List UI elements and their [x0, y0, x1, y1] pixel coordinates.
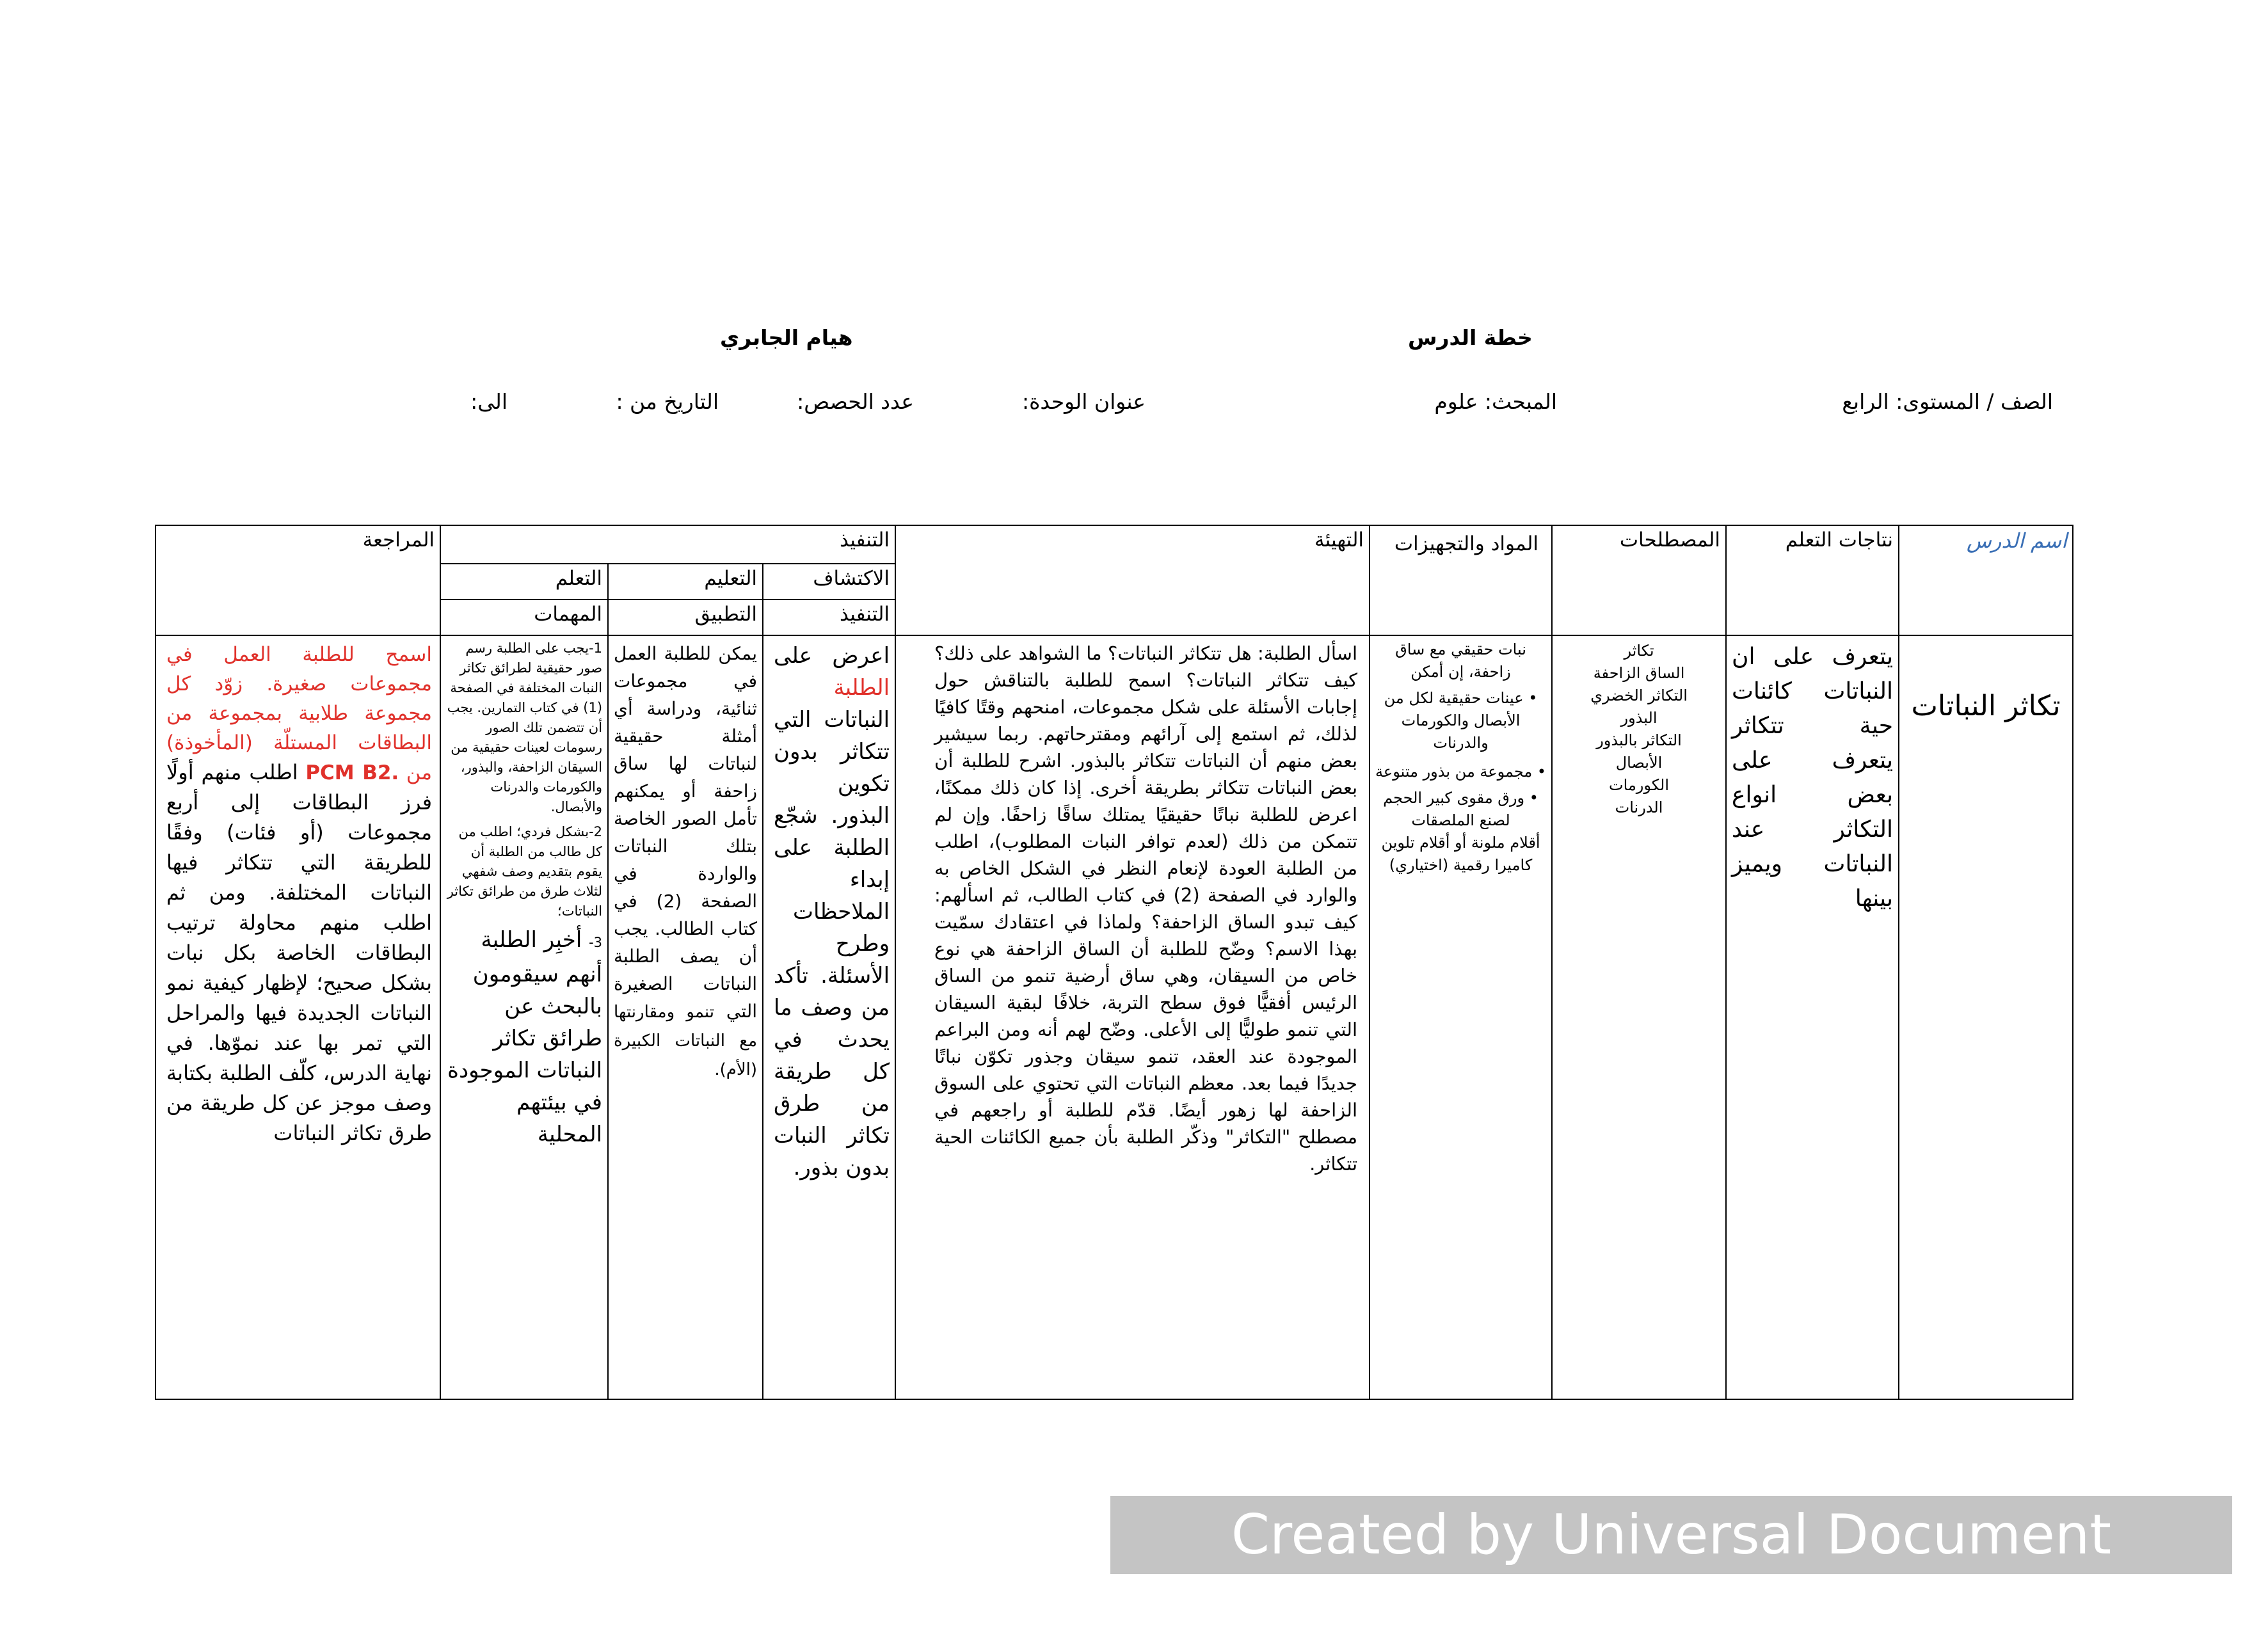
application-cell [608, 635, 763, 1399]
header-learning: التعلم [440, 564, 608, 600]
term-item: التكاثر الخضري [1590, 687, 1688, 704]
term-item: الساق الزاحفة [1593, 664, 1685, 682]
task-1: 1-يجب على الطلبة رسم صور حقيقية لطرائق تكاثر النبات المختلفة في الصفحة (1) في كتاب التمارين. يجب أن تتضمن تلك الصور رسومات لعينات حقيقية من السيقان الزاحفة، والبذور، والكورمات والدرنات والأبصال. [447, 640, 603, 814]
material-item: أقلام ملونة أو أقلام تلوين [1381, 834, 1540, 852]
header-discovery: الاكتشاف [763, 564, 895, 600]
term-item: الدرنات [1615, 798, 1663, 816]
task-2: 2-بشكل فردي؛ اطلب من كل طالب من الطلبة أن يقوم بتقديم وصف شفهي لثلاث طرق من طرائق تكاثر النباتات؛ [447, 824, 603, 919]
term-item: الأبصال [1615, 754, 1663, 772]
unit-field: عنوان الوحدة: [1022, 389, 1146, 414]
header-lesson-name: اسم الدرس [1899, 525, 2073, 635]
material-item: • ورق مقوى كبير الحجم لصنع الملصقات [1375, 787, 1546, 832]
term-item: تكاثر [1624, 642, 1654, 660]
lesson-plan-table [155, 525, 2073, 1400]
review-highlight: اسمح للطلبة العمل في مجموعات صغيرة. زوّد كل مجموعة طلابية بمجموعة من البطاقات المستلّة (المأخوذة) من [166, 643, 432, 784]
subject-field: المبحث: علوم [1434, 389, 1557, 414]
discovery-text: النباتات التي تتكاثر بدون تكوين البذور. شجّع الطلبة على إبداء الملاحظات وطرح الأسئلة. تأكد من وصف ما يحدث في كل طريقة من طرق تكاثر النبات بدون بذور. [774, 707, 890, 1180]
review-cell [156, 635, 440, 1399]
lesson-name-cell: تكاثر النباتات [1899, 635, 2073, 1399]
header-outcomes: نتاجات التعلم [1726, 525, 1899, 635]
date-to-field: الى: [470, 389, 507, 414]
task-3 [446, 924, 602, 1150]
application-text: تنمو ومقارنتها مع النباتات الكبيرة (الأم). [614, 1003, 758, 1079]
date-from-field: التاريخ من : [616, 389, 719, 414]
discovery-highlight: الطلبة [833, 675, 890, 701]
material-item: نبات حقيقي مع ساق زاحفة، إن أمكن [1395, 640, 1526, 681]
materials-cell [1370, 635, 1552, 1399]
terms-cell [1552, 635, 1726, 1399]
header-materials: المواد والتجهيزات [1370, 525, 1552, 635]
review-highlight-code: PCM B2. [305, 761, 399, 784]
term-item: البذور [1620, 709, 1658, 727]
header-terms: المصطلحات [1552, 525, 1726, 635]
discovery-cell [763, 635, 895, 1399]
header-teaching: التعليم [608, 564, 763, 600]
header-exec-sub: التنفيذ [763, 600, 895, 635]
outcomes-cell: يتعرف على ان النباتات كائنات حية تتكاثر يتعرف على بعض انواع التكاثر عند النباتات ويميز بينها [1726, 635, 1899, 1399]
application-text: يمكن للطلبة العمل في مجموعات ثنائية، ودراسة أي أمثلة حقيقية لنباتات لها ساق زاحفة أو يمكنهم تأمل الصور الخاصة بتلك النباتات والواردة في الصفحة (2) في كتاب الطالب. يجب أن يصف الطلبة النباتات الصغيرة التي [614, 643, 758, 1022]
header-application: التطبيق [608, 600, 763, 635]
teacher-name: هيام الجابري [720, 325, 853, 350]
warmup-cell: اسأل الطلبة: هل تتكاثر النباتات؟ ما الشواهد على ذلك؟ كيف تتكاثر النباتات؟ اسمح للطلبة بالتناقش حول إجابات الأسئلة على شكل مجموعات، امنحهم وقتًا كافيًا لذلك، ثم استمع إلى آرائهم ومقترحاتهم. ربما سيشير بعض منهم أن النباتات تتكاثر بالبذور. اشرح للطلبة أن بعض النباتات تتكاثر بطريقة أخرى. إذا كان ذلك ممكنًا، اعرض للطلبة نباتًا حقيقيًا يمتلك ساقًا زاحفًا. وإن لم تتمكن من ذلك (لعدم توافر النبات المطلوب)، اطلب من الطلبة العودة لإنعام النظر في الشكل الخاص به والوارد في الصفحة (2) في كتاب الطالب، ثم اسألهم: كيف تبدو الساق الزاحفة؟ ولماذا في اعتقادك سمّيت بهذا الاسم؟ وضّح للطلبة أن الساق الزاحفة هي نوع خاص من السيقان، وهي ساق أرضية تنمو من الساق الرئيس أفقيًّا فوق سطح التربة، خلافًا لبقية السيقان التي تنمو طوليًّا إلى الأعلى. وضّح لهم أنه ومن البراعم الموجودة عند العقد، تنمو سيقان وجذور تكوّن نباتًا جديدًا فيما بعد. معظم النباتات التي تحتوي على السوق الزاحفة لها زهور أيضًا. قدّم للطلبة أو راجعهم في مصطلح "التكاثر" وذكّر الطلبة بأن جميع الكائنات الحية تتكاثر. [895, 635, 1370, 1399]
converter-watermark: Created by Universal Document Converter [1110, 1496, 2232, 1574]
periods-field: عدد الحصص: [797, 389, 914, 414]
material-item: • عينات حقيقية لكل من الأبصال والكورمات والدرنات [1375, 687, 1546, 754]
material-item: • مجموعة من بذور متنوعة [1375, 761, 1546, 783]
discovery-text: اعرض على [774, 643, 890, 669]
header-warmup: التهيئة [895, 525, 1370, 635]
review-text: اطلب منهم أولًا فرز البطاقات إلى أربع مجموعات (أو فئات) وفقًا للطريقة التي تتكاثر فيها النباتات المختلفة. ومن ثم اطلب منهم محاولة ترتيب البطاقات الخاصة بكل نبات بشكل صحيح؛ لإظهار كيفية نمو النباتات الجديدة فيها والمراحل التي تمر بها عند نموّها. في نهاية الدرس، كلّف الطلبة بكتابة وصف موجز عن كل طريقة من طرق تكاثر النباتات [166, 760, 432, 1145]
task-3-text: أخبِر الطلبة أنهم سيقومون بالبحث عن طرائق تكاثر النباتات الموجودة في بيئتهم المحلية [447, 927, 603, 1147]
term-item: التكاثر بالبذور [1596, 731, 1682, 749]
header-review: المراجعة [156, 525, 440, 635]
header-execution: التنفيذ [440, 525, 895, 564]
material-item: كاميرا رقمية (اختياري) [1389, 856, 1533, 874]
header-tasks: المهمات [440, 600, 608, 635]
grade-field: الصف / المستوى: الرابع [1842, 389, 2053, 414]
tasks-cell [440, 635, 608, 1399]
page-title: خطة الدرس [1408, 325, 1533, 350]
task-3-number: 3- [589, 935, 603, 950]
term-item: الكورمات [1609, 776, 1670, 794]
